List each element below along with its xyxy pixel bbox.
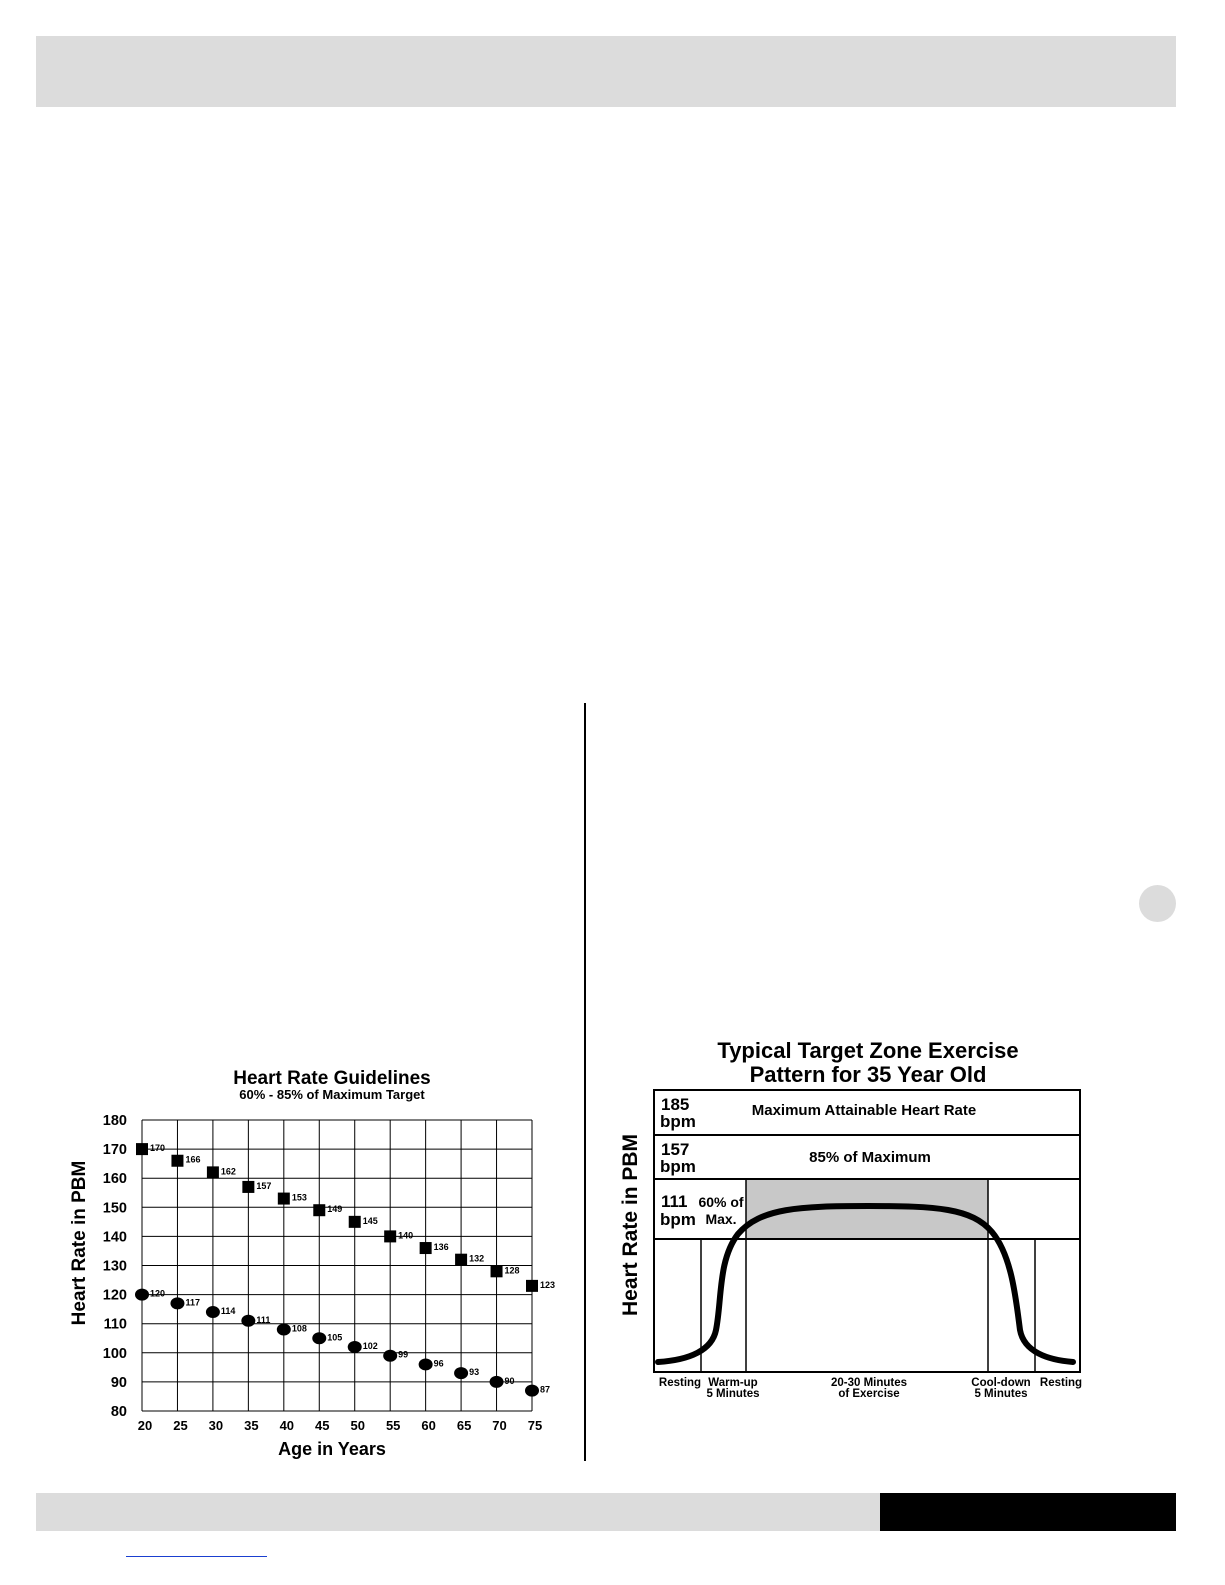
chart1-point-circle bbox=[277, 1324, 291, 1336]
row-111-label-line2: Max. bbox=[705, 1211, 737, 1227]
chart1-title: Heart Rate Guidelines bbox=[233, 1068, 431, 1089]
phase-warmup-line2: 5 Minutes bbox=[706, 1388, 760, 1400]
chart1-point-circle bbox=[419, 1358, 433, 1370]
target-zone-chart bbox=[619, 1038, 1082, 1400]
chart2-title-line1: Typical Target Zone Exercise bbox=[717, 1038, 1019, 1063]
chart1-x-tick-label: 45 bbox=[315, 1418, 330, 1433]
chart1-data-label: 162 bbox=[220, 1166, 236, 1177]
chart1-point-circle bbox=[241, 1315, 255, 1327]
row-185-label: Maximum Attainable Heart Rate bbox=[751, 1102, 977, 1119]
chart1-data-label: 108 bbox=[291, 1323, 307, 1334]
chart1-y-ticks bbox=[103, 1113, 127, 1420]
chart1-point-square bbox=[313, 1204, 325, 1216]
chart2-y-axis-label: Heart Rate in PBM bbox=[619, 1133, 642, 1317]
chart1-point-square bbox=[455, 1254, 467, 1266]
chart1-x-axis-label: Age in Years bbox=[278, 1439, 386, 1459]
chart1-data-label: 99 bbox=[398, 1349, 409, 1360]
chart1-data-label: 117 bbox=[185, 1297, 200, 1308]
phase-exercise-line2: of Exercise bbox=[838, 1388, 900, 1400]
chart1-y-axis-label: Heart Rate in PBM bbox=[69, 1160, 90, 1326]
chart1-x-tick-label: 70 bbox=[492, 1418, 507, 1433]
chart1-data-label: 102 bbox=[362, 1340, 378, 1351]
heart-rate-guidelines-chart bbox=[69, 1068, 555, 1459]
chart1-data-label: 105 bbox=[327, 1332, 343, 1343]
chart1-x-ticks bbox=[138, 1418, 542, 1433]
chart1-point-circle bbox=[490, 1376, 504, 1388]
chart1-x-tick-label: 60 bbox=[421, 1418, 436, 1433]
chart1-x-tick-label: 55 bbox=[385, 1418, 401, 1433]
row-111-unit: bpm bbox=[660, 1210, 696, 1229]
chart1-y-tick-label: 120 bbox=[102, 1287, 127, 1304]
chart1-point-square bbox=[349, 1216, 361, 1228]
chart1-data-label: 93 bbox=[469, 1367, 480, 1378]
phase-resting-start: Resting bbox=[658, 1377, 702, 1389]
chart1-data-label: 90 bbox=[504, 1375, 515, 1386]
chart1-point-square bbox=[171, 1155, 183, 1167]
chart1-y-tick-label: 140 bbox=[102, 1229, 127, 1246]
chart1-point-square bbox=[491, 1265, 503, 1277]
chart1-point-square bbox=[242, 1181, 254, 1193]
chart1-point-circle bbox=[454, 1367, 468, 1379]
chart1-y-tick-label: 180 bbox=[102, 1113, 127, 1129]
chart1-data-label: 170 bbox=[150, 1143, 166, 1154]
phase-cooldown-line1: Cool-down bbox=[971, 1377, 1031, 1389]
phase-exercise-line1: 20-30 Minutes bbox=[830, 1377, 908, 1389]
chart1-x-tick-label: 30 bbox=[208, 1418, 224, 1433]
chart1-point-square bbox=[526, 1280, 538, 1292]
chart1-x-tick-label: 25 bbox=[173, 1418, 188, 1433]
chart1-data-label: 157 bbox=[256, 1180, 272, 1191]
chart1-data-label: 128 bbox=[504, 1265, 520, 1276]
chart1-y-tick-label: 160 bbox=[102, 1171, 127, 1188]
chart1-point-circle bbox=[135, 1289, 149, 1301]
row-185-unit: bpm bbox=[660, 1112, 696, 1131]
phase-cooldown-line2: 5 Minutes bbox=[974, 1388, 1028, 1400]
chart1-data-label: 120 bbox=[150, 1288, 166, 1299]
chart1-point-circle bbox=[383, 1350, 397, 1362]
chart1-data-label: 145 bbox=[362, 1215, 378, 1226]
row-157-label: 85% of Maximum bbox=[809, 1149, 931, 1166]
chart1-data-label: 166 bbox=[185, 1154, 201, 1165]
chart1-data-label: 111 bbox=[256, 1314, 271, 1325]
chart1-x-tick-label: 35 bbox=[244, 1418, 259, 1433]
chart1-x-tick-label: 40 bbox=[279, 1418, 295, 1433]
row-111-value: 111 bbox=[661, 1192, 688, 1211]
chart1-data-label: 96 bbox=[433, 1358, 444, 1369]
chart1-y-tick-label: 80 bbox=[110, 1404, 127, 1420]
chart1-data-label: 114 bbox=[220, 1306, 236, 1317]
chart1-point-circle bbox=[170, 1297, 184, 1309]
chart1-x-tick-label: 75 bbox=[527, 1418, 543, 1433]
chart2-title-line2: Pattern for 35 Year Old bbox=[749, 1062, 987, 1087]
row-185-value: 185 bbox=[661, 1095, 690, 1114]
chart1-point-circle bbox=[348, 1341, 362, 1353]
chart1-data-label: 140 bbox=[398, 1230, 414, 1241]
chart1-subtitle: 60% - 85% of Maximum Target bbox=[239, 1087, 425, 1102]
chart1-data-label: 153 bbox=[291, 1192, 307, 1203]
chart1-point-circle bbox=[206, 1306, 220, 1318]
chart1-point-circle bbox=[312, 1332, 326, 1344]
chart1-point-square bbox=[207, 1166, 219, 1178]
row-111-label-line1: 60% of bbox=[698, 1194, 744, 1210]
chart1-data-label: 87 bbox=[540, 1384, 551, 1395]
chart1-x-tick-label: 65 bbox=[456, 1418, 472, 1433]
chart1-y-tick-label: 110 bbox=[103, 1316, 127, 1333]
chart1-x-tick-label: 20 bbox=[137, 1418, 153, 1433]
chart1-x-tick-label: 50 bbox=[350, 1418, 365, 1433]
chart1-data-label: 136 bbox=[433, 1242, 449, 1253]
phase-resting-end: Resting bbox=[1039, 1377, 1083, 1389]
chart1-point-circle bbox=[525, 1385, 539, 1397]
chart1-y-tick-label: 150 bbox=[102, 1200, 127, 1217]
chart1-point-square bbox=[420, 1242, 432, 1254]
chart1-y-tick-label: 100 bbox=[102, 1345, 127, 1362]
chart1-data-label: 132 bbox=[469, 1253, 485, 1264]
phase-warmup-line1: Warm-up bbox=[708, 1377, 758, 1389]
chart1-data-label: 123 bbox=[540, 1279, 556, 1290]
chart1-data-label: 149 bbox=[327, 1204, 343, 1215]
row-157-unit: bpm bbox=[660, 1157, 696, 1176]
chart1-point-square bbox=[136, 1143, 148, 1155]
chart1-y-tick-label: 170 bbox=[102, 1142, 127, 1159]
row-157-value: 157 bbox=[661, 1140, 690, 1159]
chart1-marks bbox=[135, 1143, 555, 1397]
chart1-y-tick-label: 90 bbox=[110, 1374, 127, 1391]
chart1-y-tick-label: 130 bbox=[102, 1258, 127, 1275]
chart1-point-square bbox=[384, 1230, 396, 1242]
chart1-point-square bbox=[278, 1193, 290, 1205]
